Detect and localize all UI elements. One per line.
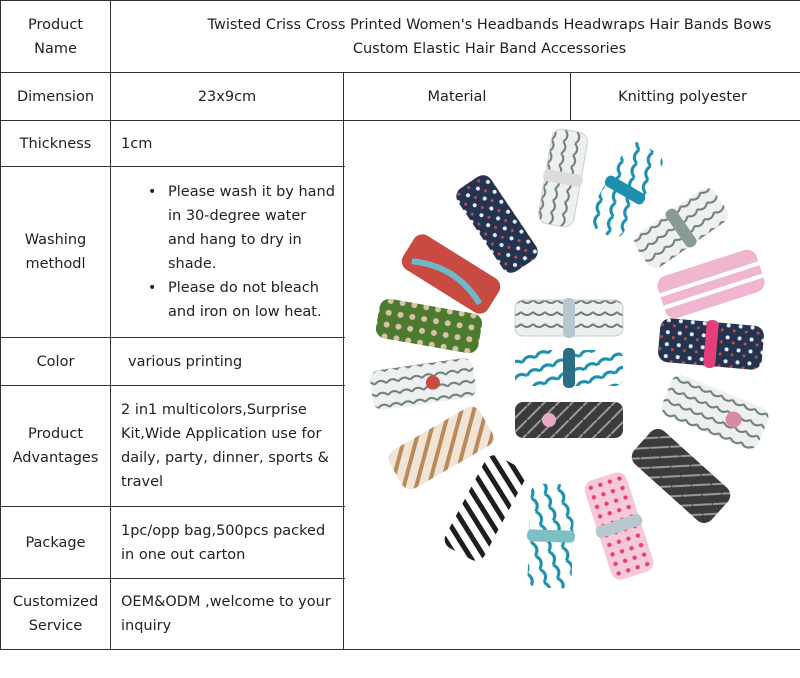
dimension-value: 23x9cm (197, 88, 257, 105)
customized-value: OEM&ODM ,welcome to your inquiry (121, 594, 331, 634)
dimension-label: Dimension (16, 88, 95, 105)
headband (659, 372, 772, 452)
headband (369, 357, 478, 411)
product-name-value: Twisted Criss Cross Printed Women's Headbands Headwraps Hair Bands Bows Custom Elastic Hair Band Accessories (207, 16, 772, 57)
package-value: 1pc/opp bag,500pcs packed in one out carton (121, 522, 326, 563)
washing-item: • Please do not bleach and iron on low heat. (168, 276, 338, 324)
color-label: Color (36, 353, 75, 370)
package-label: Package (25, 534, 86, 551)
headband (515, 298, 623, 338)
headband (441, 452, 529, 564)
washing-instructions (111, 167, 343, 337)
grid-line (0, 649, 800, 650)
thickness-label: Thickness (19, 135, 92, 152)
grid-line (343, 72, 344, 650)
color-value: various printing (128, 353, 243, 370)
product-name-label: Product Name (27, 16, 84, 57)
headband (535, 127, 591, 228)
washing-label: Washing methodl (24, 232, 87, 272)
product-photo (345, 124, 800, 649)
headband (628, 425, 735, 527)
headbands-illustration (345, 124, 800, 649)
material-value: Knitting polyester (618, 88, 747, 105)
headband (515, 348, 623, 388)
headband (657, 316, 765, 373)
washing-item: • Please wash it by hand in 30-degree water and hang to dry in shade. (168, 180, 338, 276)
customized-label: Customized Service (12, 594, 99, 634)
headband (580, 469, 658, 583)
headband (525, 483, 577, 589)
advantages-value: 2 in1 multicolors,Surprise Kit,Wide Application use for daily, party, dinner, sports & travel (121, 402, 329, 490)
material-label: Material (427, 88, 487, 105)
advantages-label: Product Advantages (12, 426, 99, 466)
headband (515, 402, 623, 438)
thickness-value: 1cm (121, 135, 153, 152)
